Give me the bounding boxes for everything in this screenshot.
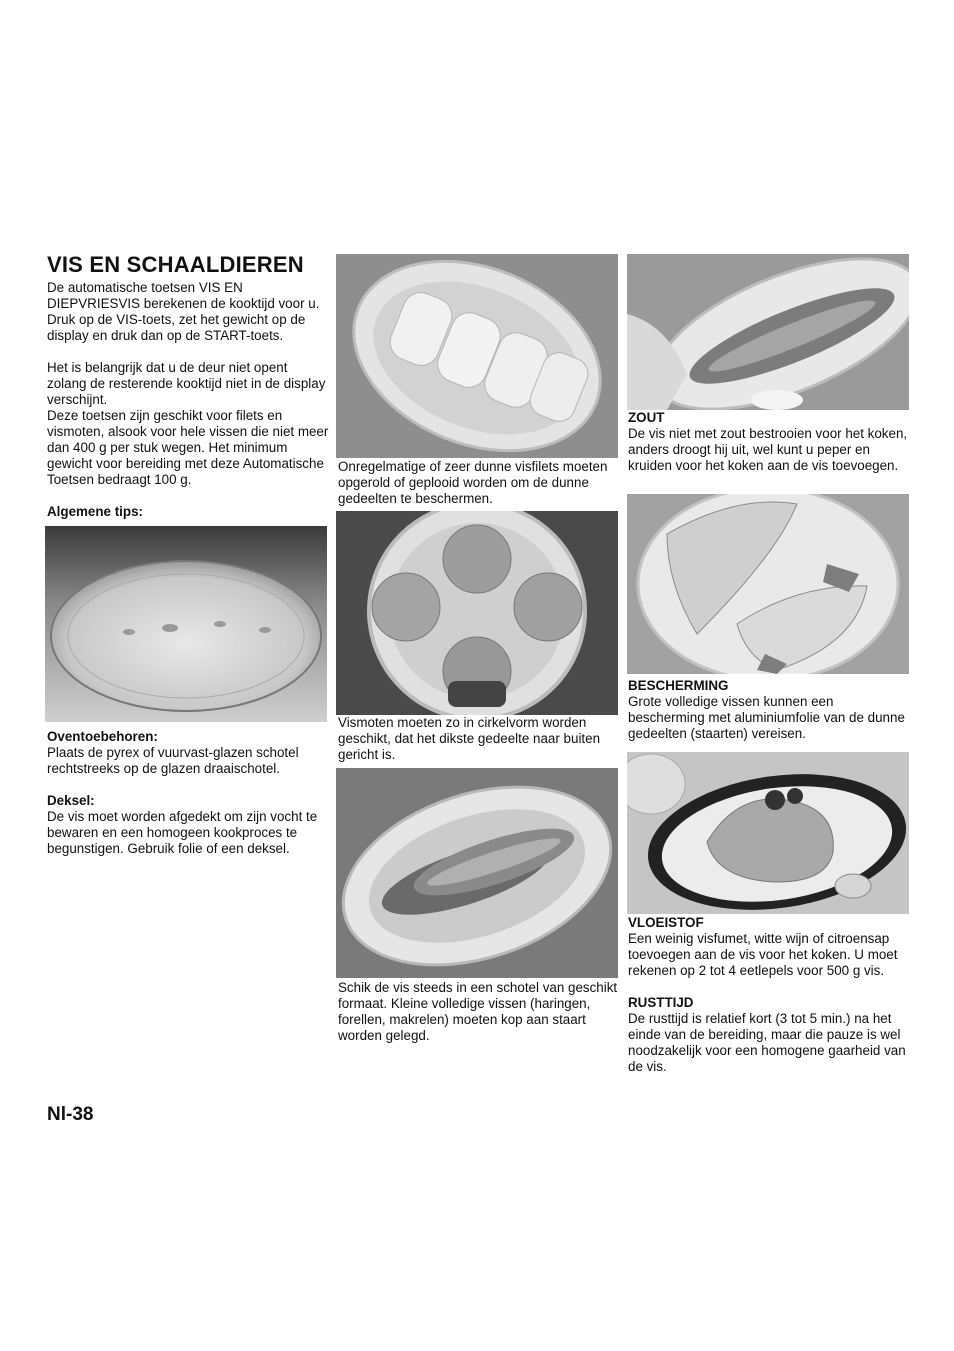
liquid-text: Een weinig visfumet, witte wijn of citroensap toevoegen aan de vis voor het koken. U moet rekenen op 2 tot 4 eetlepels voor 500 g vis. [628, 931, 898, 978]
fish-steaks-caption: Vismoten moeten zo in cirkelvorm worden geschikt, dat het dikste gedeelte naar buiten gericht is. [338, 715, 601, 762]
salt-heading: ZOUT [628, 410, 665, 425]
salt-text: De vis niet met zout bestrooien voor het koken, anders droogt hij uit, wel kunt u peper en kruiden voor het koken aan de vis toevoegen. [628, 426, 908, 473]
intro-paragraph-1: De automatische toetsen VIS EN DIEPVRIESVIS berekenen de kooktijd voor u. Druk op de VIS-toets, zet het gewicht op de display en druk dan op de START-toets. [47, 280, 320, 343]
lid-heading: Deksel: [47, 793, 95, 808]
general-tips-heading: Algemene tips: [47, 504, 143, 519]
fish-steaks-photo [336, 511, 618, 715]
intro-paragraph-2: Het is belangrijk dat u de deur niet opent zolang de resterende kooktijd niet in de display verschijnt. [47, 360, 326, 407]
intro-block [47, 280, 329, 520]
tips-block [47, 729, 329, 857]
liquid-photo [627, 752, 909, 914]
intro-paragraph-3: Deze toetsen zijn geschikt voor filets en vismoten, alsook voor hele vissen die niet meer dan 400 g per stuk wegen. Het minimum gewicht voor bereiding met deze Automatische Toetsen bedraagt 100 g. [47, 408, 329, 487]
salt-photo [627, 254, 909, 410]
liquid-heading: VLOEISTOF [628, 915, 704, 930]
resting-heading: RUSTTIJD [628, 995, 694, 1010]
rolled-fillets-caption: Onregelmatige of zeer dunne visfilets moeten opgerold of geplooid worden om de dunne gedeelten te beschermen. [338, 459, 608, 506]
whole-fish-photo [336, 768, 618, 978]
turntable-photo [45, 526, 327, 722]
fish-steaks-caption-block [338, 715, 618, 763]
oven-accessories-heading: Oventoebehoren: [47, 729, 158, 744]
oven-accessories-text: Plaats de pyrex of vuurvast-glazen schotel rechtstreeks op de glazen draaischotel. [47, 745, 299, 776]
salt-block [628, 410, 910, 474]
protection-block [628, 678, 910, 742]
whole-fish-caption: Schik de vis steeds in een schotel van geschikt formaat. Kleine volledige vissen (haringen, forellen, makrelen) moeten kop aan staart worden gelegd. [338, 980, 618, 1043]
page-number: Nl-38 [47, 1104, 94, 1125]
rolled-fillets-caption-block [338, 459, 618, 507]
whole-fish-caption-block [338, 980, 618, 1044]
protection-text: Grote volledige vissen kunnen een bescherming met aluminiumfolie van de dunne gedeelten (staarten) vereisen. [628, 694, 905, 741]
rolled-fillets-photo [336, 254, 618, 458]
liquid-block [628, 915, 910, 1075]
protection-photo [627, 494, 909, 674]
protection-heading: BESCHERMING [628, 678, 729, 693]
page-title: VIS EN SCHAALDIEREN [47, 252, 304, 277]
lid-text: De vis moet worden afgedekt om zijn vocht te bewaren en een homogeen kookproces te begunstigen. Gebruik folie of een deksel. [47, 809, 318, 856]
resting-text: De rusttijd is relatief kort (3 tot 5 min.) na het einde van de bereiding, maar die pauze is wel noodzakelijk voor een homogene gaarheid van de vis. [628, 1011, 906, 1074]
